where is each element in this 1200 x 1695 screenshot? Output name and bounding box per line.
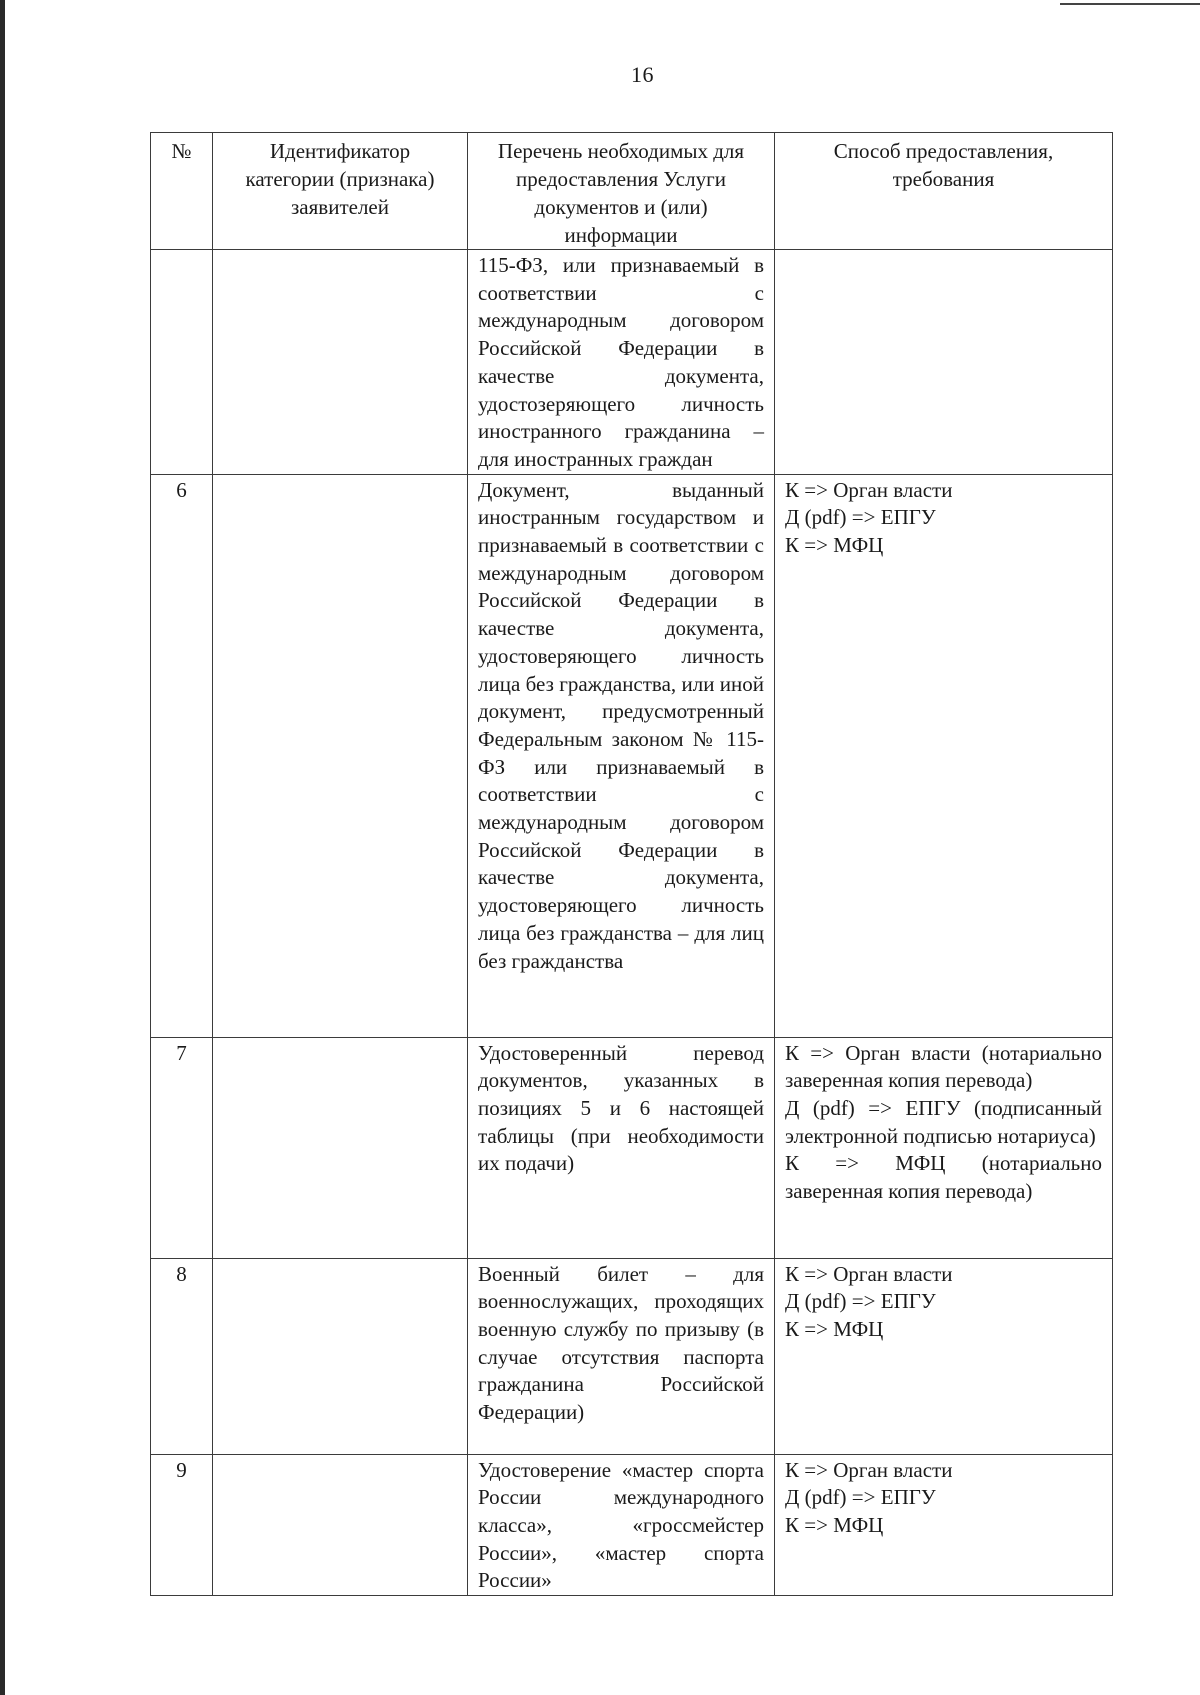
row-category (213, 1037, 468, 1258)
method-line: Д (pdf) => ЕПГУ (785, 505, 936, 530)
method-line: Д (pdf) => ЕПГУ (подписанный электронной подписью нотариуса) (785, 1096, 1102, 1148)
row-documents: Удостоверение «мастер спорта России международного класса», «гроссмейстер России», «мастер спорта России» (468, 1454, 775, 1596)
method-line: К => МФЦ (785, 1317, 884, 1342)
table-row-9 (151, 1454, 1113, 1596)
row-number: 6 (151, 474, 213, 1037)
row-documents: Документ, выданный иностранным государством и признаваемый в соответствии с международным договором Российской Федерации в качестве документа, удостоверяющего личность лица без гражданства, или иной документ, предусмотренный Федеральным законом № 115-ФЗ или признаваемый в соответствии с международным договором Российской Федерации в качестве документа, удостоверяющего личность лица без гражданства – для лиц без гражданства (468, 474, 775, 1037)
table-row-continued (151, 250, 1113, 475)
method-line: Д (pdf) => ЕПГУ (785, 1485, 936, 1510)
scan-edge-top-right (1060, 3, 1200, 5)
row-number (151, 250, 213, 475)
scan-edge-left (0, 0, 5, 1695)
method-line: К => МФЦ (785, 1513, 884, 1538)
method-line: К => Орган власти (785, 1457, 953, 1482)
row-method (775, 474, 1113, 1037)
row-category (213, 1258, 468, 1454)
method-line: Д (pdf) => ЕПГУ (785, 1289, 936, 1314)
row-documents: 115-ФЗ, или признаваемый в соответствии с международным договором Российской Федерации в качестве документа, удостозеряющего личность иностранного гражданина – для иностранных граждан (468, 250, 775, 475)
page-number: 16 (631, 62, 654, 87)
table-header-row (151, 133, 1113, 250)
method-line: К => Орган власти (785, 477, 953, 502)
header-documents: Перечень необходимых для предоставления Услуги документов и (или) информации (468, 133, 775, 250)
table-row-6 (151, 474, 1113, 1037)
row-number: 9 (151, 1454, 213, 1596)
row-number: 7 (151, 1037, 213, 1258)
header-category: Идентификатор категории (признака) заявителей (213, 133, 468, 250)
row-documents: Военный билет – для военнослужащих, проходящих военную службу по призыву (в случае отсутствия паспорта гражданина Российской Федерации) (468, 1258, 775, 1454)
row-documents: Удостоверенный перевод документов, указанных в позициях 5 и 6 настоящей таблицы (при необходимости их подачи) (468, 1037, 775, 1258)
row-number: 8 (151, 1258, 213, 1454)
row-method (775, 250, 1113, 475)
header-method: Способ предоставления, требования (775, 133, 1113, 250)
table-row-7 (151, 1037, 1113, 1258)
method-line: К => МФЦ (нотариально заверенная копия перевода) (785, 1151, 1102, 1204)
row-method (775, 1037, 1113, 1258)
row-method (775, 1454, 1113, 1596)
header-number: № (151, 133, 213, 250)
method-line: К => Орган власти (нотариально заверенная копия перевода) (785, 1040, 1102, 1093)
row-category (213, 1454, 468, 1596)
table-row-8 (151, 1258, 1113, 1454)
row-category (213, 250, 468, 475)
method-line: К => МФЦ (785, 533, 884, 558)
row-method (775, 1258, 1113, 1454)
method-line: К => Орган власти (785, 1261, 953, 1286)
documents-table (150, 132, 1113, 1596)
row-category (213, 474, 468, 1037)
